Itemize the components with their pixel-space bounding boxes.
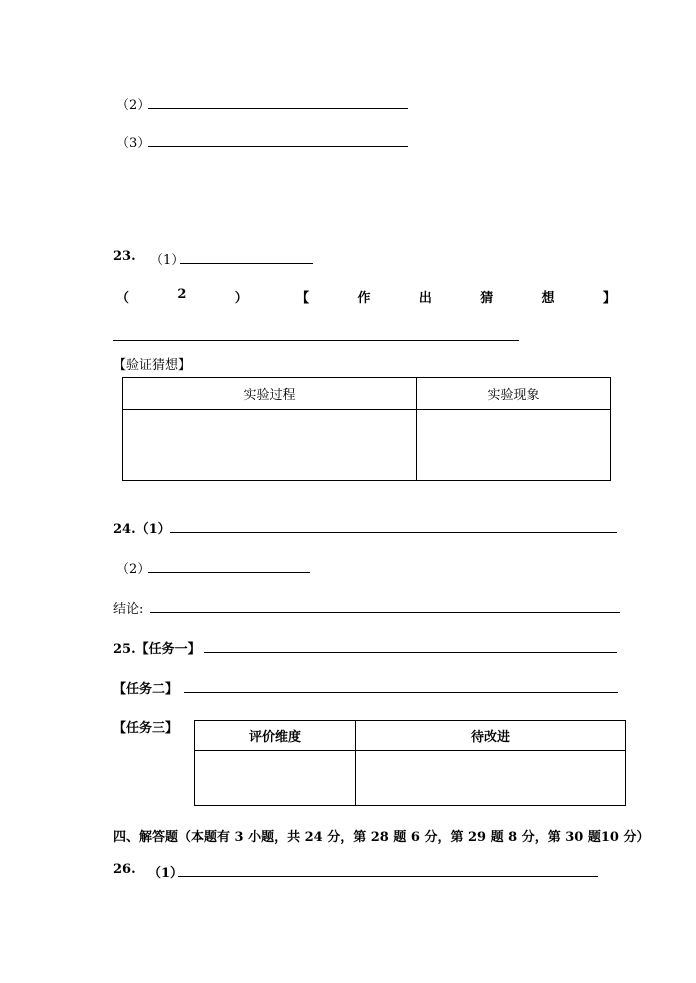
q23-part2-char: 出 — [418, 291, 432, 306]
q24-conclusion-answer-line[interactable] — [150, 612, 620, 613]
q23-cell-process[interactable] — [123, 410, 417, 481]
q23-part2-char: ） — [234, 291, 248, 306]
q25-task1-label: 25.【任务一】 — [113, 642, 201, 657]
q25-task3-label: 【任务三】 — [113, 721, 179, 736]
q23-part2-char: （ — [116, 291, 130, 306]
q23-part2-char: 【 — [296, 291, 310, 306]
q23-part2-char: 作 — [357, 291, 371, 306]
q23-part2-prompt — [116, 287, 616, 306]
q23-header-phenomenon: 实验现象 — [417, 378, 611, 410]
q25-cell-dimension[interactable] — [195, 751, 356, 806]
q26-part1-answer-line[interactable] — [178, 876, 598, 877]
q25-task1-answer-line[interactable] — [204, 652, 617, 653]
q26-number: 26. — [113, 862, 136, 877]
q22-part2-label: （2） — [116, 98, 151, 113]
q25-evaluation-table — [194, 720, 626, 806]
q24-number-part1: 24.（1） — [113, 522, 171, 537]
q22-part3-label: （3） — [116, 136, 151, 151]
q25-task2-label: 【任务二】 — [113, 682, 179, 697]
q26-part1-label: （1） — [148, 866, 184, 881]
q24-part2-label: （2） — [116, 562, 151, 577]
q23-part1-label: （1） — [150, 253, 185, 268]
q25-header-improve: 待改进 — [356, 721, 626, 751]
q23-cell-phenomenon[interactable] — [417, 410, 611, 481]
q23-part2-char: 想 — [541, 291, 555, 306]
q22-part2-answer-line[interactable] — [148, 108, 408, 109]
q25-header-dimension: 评价维度 — [195, 721, 356, 751]
q22-part3-answer-line[interactable] — [148, 146, 408, 147]
q23-part2-char: 】 — [602, 291, 616, 306]
q24-conclusion-label: 结论: — [113, 602, 144, 617]
q23-number: 23. — [113, 249, 136, 264]
q23-verify-label: 【验证猜想】 — [113, 358, 192, 373]
q24-part2-answer-line[interactable] — [148, 572, 310, 573]
q23-header-process: 实验过程 — [123, 378, 417, 410]
q24-part1-answer-line[interactable] — [170, 532, 617, 533]
section4-heading: 四、解答题（本题有 3 小题，共 24 分，第 28 题 6 分，第 29 题 8 分，第 30 题10 分） — [113, 830, 650, 845]
q23-part1-answer-line[interactable] — [180, 263, 313, 264]
q23-part2-char: 2 — [177, 287, 187, 302]
q25-task2-answer-line[interactable] — [184, 692, 618, 693]
q23-experiment-table — [122, 377, 611, 481]
q23-part2-char: 猜 — [480, 291, 494, 306]
q23-part2-answer-line[interactable] — [113, 340, 519, 341]
q25-cell-improve[interactable] — [356, 751, 626, 806]
